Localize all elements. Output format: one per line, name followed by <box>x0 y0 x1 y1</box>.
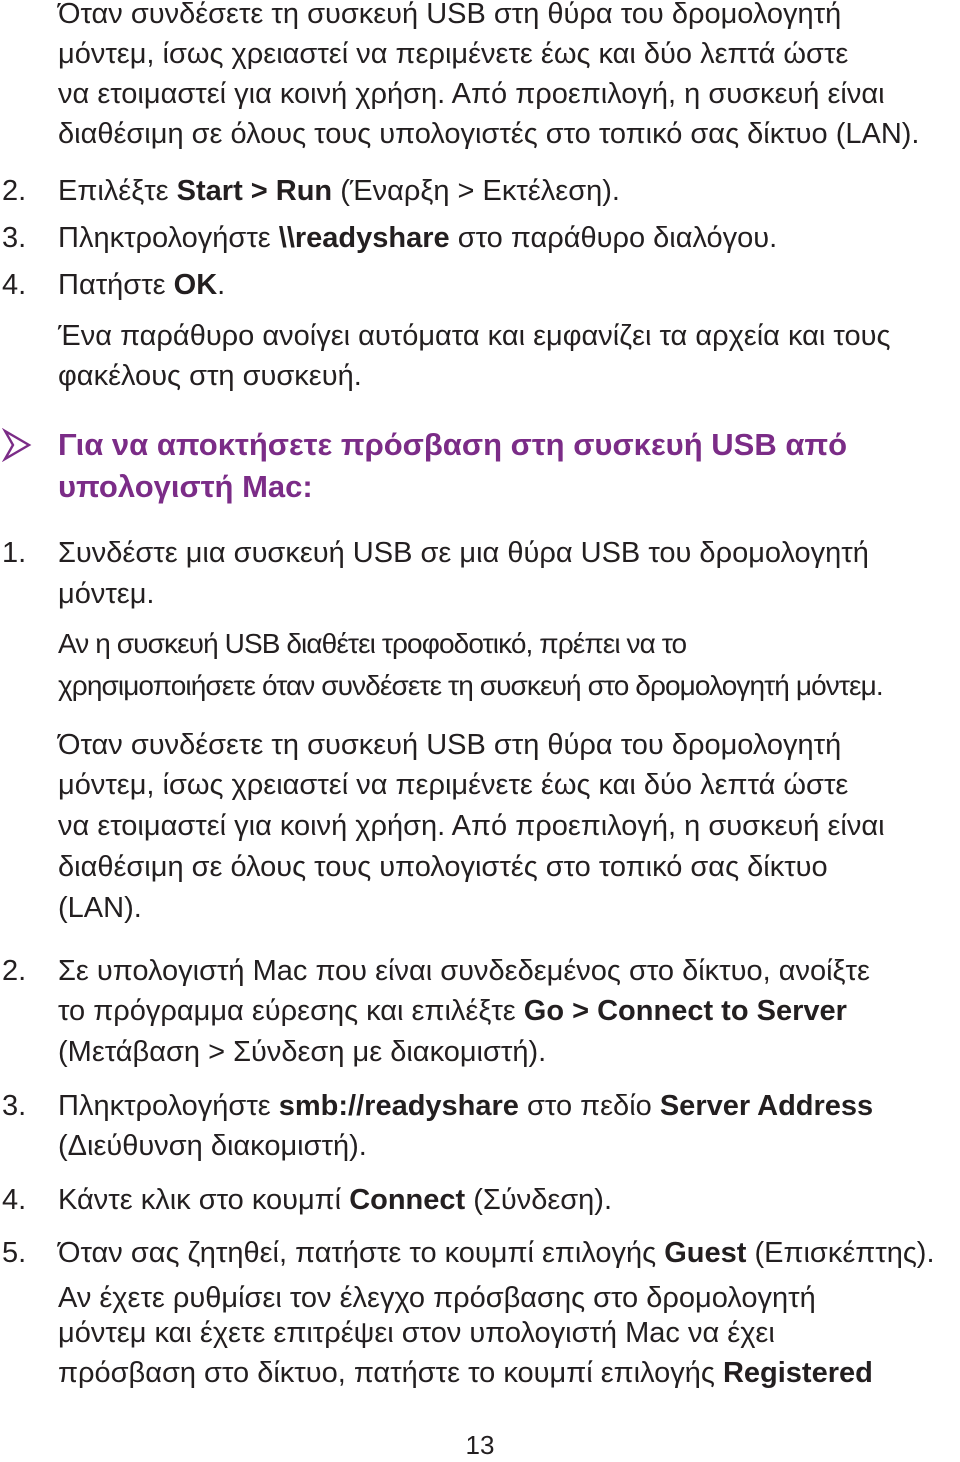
power-note-line-1: Αν η συσκευή USB διαθέτει τροφοδοτικό, πρέπει να το <box>58 628 687 659</box>
windows-step-3: Πληκτρολογήστε \\readyshare στο παράθυρο διαλόγου. <box>58 222 778 254</box>
windows-result-line-1: Ένα παράθυρο ανοίγει αυτόματα και εμφανίζει τα αρχεία και τους <box>58 320 891 352</box>
windows-step-4: Πατήστε OK. <box>58 269 226 301</box>
step-number: 5. <box>2 1237 27 1269</box>
mac-step-5-line-1: Όταν σας ζητηθεί, πατήστε το κουμπί επιλογής Guest (Επισκέπτης). <box>58 1237 935 1269</box>
mac-step-5-note-line-3: πρόσβαση στο δίκτυο, πατήστε το κουμπί επιλογής Registered <box>58 1357 873 1389</box>
mac-step-1-line-1: Συνδέστε μια συσκευή USB σε μια θύρα USB του δρομολογητή <box>58 537 869 569</box>
mac-step-2-line-2: το πρόγραμμα εύρεσης και επιλέξτε Go > Connect to Server <box>58 995 847 1027</box>
mac-step-2-line-1: Σε υπολογιστή Mac που είναι συνδεδεμένος στο δίκτυο, ανοίξτε <box>58 955 870 987</box>
step-number: 2. <box>2 175 27 207</box>
intro-line-1: Όταν συνδέσετε τη συσκευή USB στη θύρα του δρομολογητή <box>58 0 842 30</box>
step-number: 3. <box>2 222 27 254</box>
step-number: 2. <box>2 955 27 987</box>
mac-step-2-line-3: (Μετάβαση > Σύνδεση με διακομιστή). <box>58 1036 547 1068</box>
windows-step-2: Επιλέξτε Start > Run (Έναρξη > Εκτέλεση). <box>58 175 620 207</box>
mac-step-4: Κάντε κλικ στο κουμπί Connect (Σύνδεση). <box>58 1184 612 1216</box>
mac-step-1-line-2: μόντεμ. <box>58 578 155 610</box>
mac-step-3-line-1: Πληκτρολογήστε smb://readyshare στο πεδίο Server Address <box>58 1090 874 1122</box>
wait-line-4: διαθέσιμη σε όλους τους υπολογιστές στο τοπικό σας δίκτυο <box>58 851 828 883</box>
wait-line-2: μόντεμ, ίσως χρειαστεί να περιμένετε έως και δύο λεπτά ώστε <box>58 769 849 801</box>
intro-line-2: μόντεμ, ίσως χρειαστεί να περιμένετε έως και δύο λεπτά ώστε <box>58 38 849 70</box>
wait-line-3: να ετοιμαστεί για κοινή χρήση. Από προεπιλογή, η συσκευή είναι <box>58 810 885 842</box>
mac-step-3-line-2: (Διεύθυνση διακομιστή). <box>58 1130 367 1162</box>
mac-step-5-note-line-1: Αν έχετε ρυθμίσει τον έλεγχο πρόσβασης στο δρομολογητή <box>58 1282 816 1314</box>
step-number: 4. <box>2 1184 27 1216</box>
intro-line-4: διαθέσιμη σε όλους τους υπολογιστές στο τοπικό σας δίκτυο (LAN). <box>58 118 920 150</box>
wait-line-5: (LAN). <box>58 892 142 924</box>
arrow-bullet-icon <box>2 428 32 462</box>
mac-step-5-note-line-2: μόντεμ και έχετε επιτρέψει στον υπολογιστή Mac να έχει <box>58 1317 775 1349</box>
step-number: 1. <box>2 537 27 569</box>
step-number: 4. <box>2 269 27 301</box>
intro-line-3: να ετοιμαστεί για κοινή χρήση. Από προεπιλογή, η συσκευή είναι <box>58 78 885 110</box>
step-number: 3. <box>2 1090 27 1122</box>
wait-line-1: Όταν συνδέσετε τη συσκευή USB στη θύρα του δρομολογητή <box>58 729 842 761</box>
power-note-line-2: χρησιμοποιήσετε όταν συνδέσετε τη συσκευή στο δρομολογητή μόντεμ. <box>58 670 883 701</box>
mac-heading: Για να αποκτήσετε πρόσβαση στη συσκευή USB από υπολογιστή Mac: <box>58 427 848 504</box>
page-number: 13 <box>465 1430 495 1460</box>
windows-result-line-2: φακέλους στη συσκευή. <box>58 360 362 392</box>
